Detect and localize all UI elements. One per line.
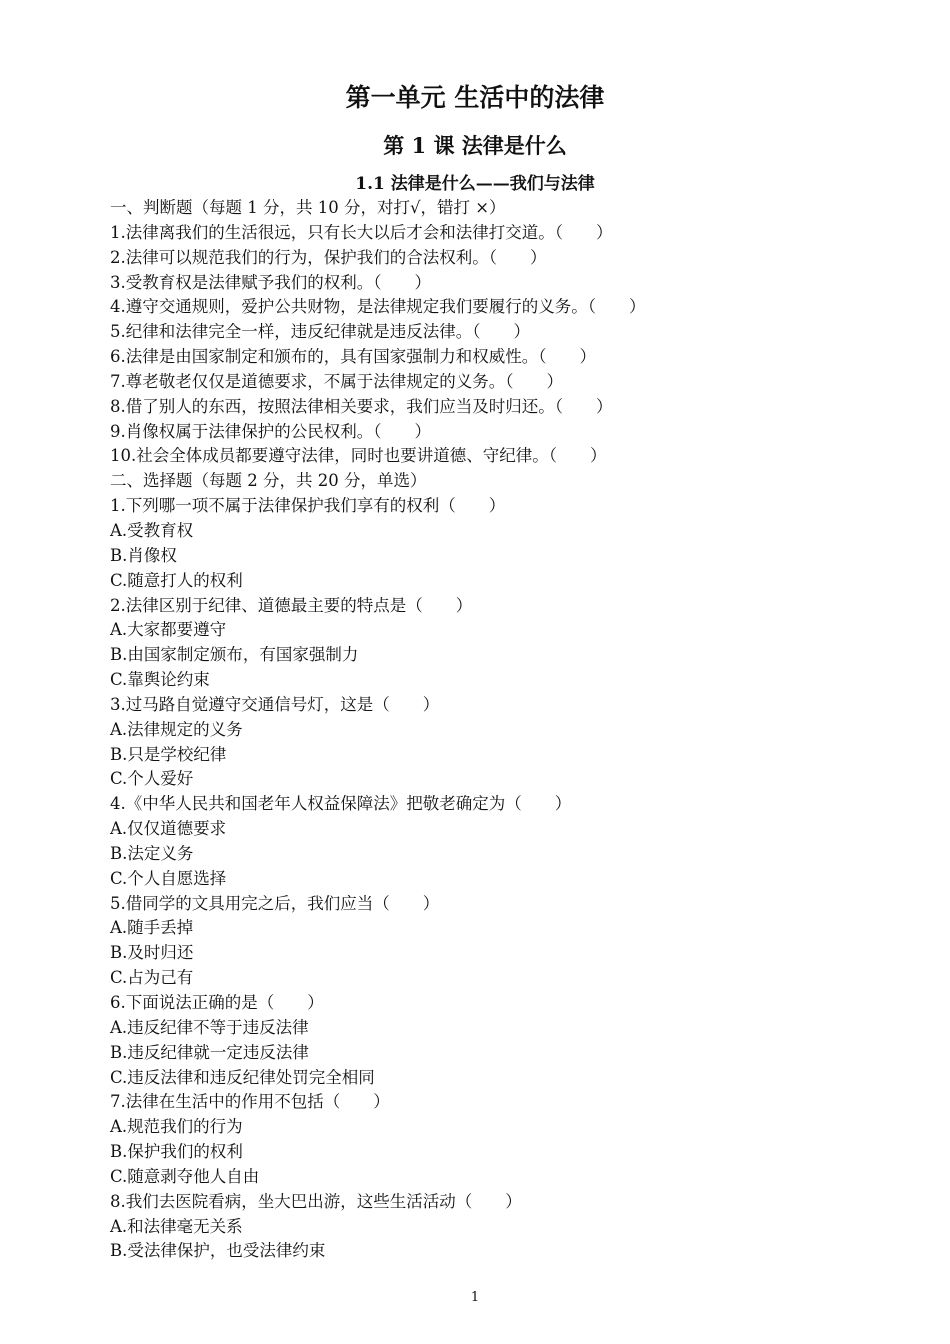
judgement-item: 6.法律是由国家制定和颁布的，具有国家强制力和权威性。（ ）	[110, 347, 596, 367]
choice-option: C.个人自愿选择	[110, 868, 227, 888]
choice-question: 5.借同学的文具用完之后，我们应当（ ）	[110, 893, 440, 913]
choice-question: 6.下面说法正确的是（ ）	[110, 993, 324, 1012]
choice-option: A.随手丢掉	[110, 918, 194, 938]
choice-option: C.随意剥夺他人自由	[110, 1166, 260, 1186]
choice-option: A.违反纪律不等于违反法律	[110, 1017, 309, 1037]
choice-option: B.及时归还	[110, 943, 194, 963]
question-body	[110, 196, 910, 1264]
choice-question: 3.过马路自觉遵守交通信号灯，这是（ ）	[110, 694, 440, 714]
page-number: 1	[470, 1290, 480, 1305]
judgement-item: 8.借了别人的东西，按照法律相关要求，我们应当及时归还。（ ）	[110, 396, 613, 416]
choice-option: C.靠舆论约束	[110, 670, 210, 690]
choice-option: A.仅仅道德要求	[110, 819, 227, 839]
choice-question: 4.《中华人民共和国老年人权益保障法》把敬老确定为（ ）	[110, 794, 572, 814]
judgement-item: 9.肖像权属于法律保护的公民权利。（ ）	[110, 421, 431, 441]
choice-question: 1.下列哪一项不属于法律保护我们享有的权利（ ）	[110, 496, 506, 516]
choice-question: 8.我们去医院看病，坐大巴出游，这些生活活动（ ）	[110, 1191, 522, 1211]
choice-question: 2.法律区别于纪律、道德最主要的特点是（ ）	[110, 595, 473, 615]
judgement-item: 5.纪律和法律完全一样，违反纪律就是违反法律。（ ）	[110, 322, 530, 342]
choice-option: A.规范我们的行为	[110, 1117, 243, 1137]
judgement-item: 3.受教育权是法律赋予我们的权利。（ ）	[110, 272, 431, 292]
judgement-item: 4.遵守交通规则，爱护公共财物，是法律规定我们要履行的义务。（ ）	[110, 297, 646, 317]
choice-option: B.只是学校纪律	[110, 744, 227, 764]
judgement-item: 2.法律可以规范我们的行为，保护我们的合法权利。（ ）	[110, 247, 547, 267]
choice-question: 7.法律在生活中的作用不包括（ ）	[110, 1092, 390, 1112]
choice-option: B.法定义务	[110, 843, 194, 863]
choice-option: C.占为己有	[110, 968, 194, 988]
choice-option: C.个人爱好	[110, 769, 194, 789]
section-title: 1.1 法律是什么——我们与法律	[355, 174, 595, 194]
judgement-item: 7.尊老敬老仅仅是道德要求，不属于法律规定的义务。（ ）	[110, 371, 563, 391]
choice-option: B.肖像权	[110, 545, 177, 565]
choice-option: A.大家都要遵守	[110, 620, 227, 640]
choice-option: B.保护我们的权利	[110, 1142, 243, 1162]
choice-option: B.违反纪律就一定违反法律	[110, 1042, 309, 1062]
judgement-item: 1.法律离我们的生活很远，只有长大以后才会和法律打交道。（ ）	[110, 222, 613, 242]
choice-heading: 二、选择题（每题 2 分，共 20 分，单选）	[110, 471, 427, 491]
choice-option: A.受教育权	[110, 520, 194, 540]
choice-option: A.和法律毫无关系	[110, 1216, 243, 1236]
unit-title: 第一单元 生活中的法律	[345, 83, 605, 112]
choice-option: C.违反法律和违反纪律处罚完全相同	[110, 1067, 375, 1087]
choice-option: B.受法律保护，也受法律约束	[110, 1241, 326, 1261]
choice-option: A.法律规定的义务	[110, 719, 243, 739]
judgement-heading: 一、判断题（每题 1 分，共 10 分，对打√，错打 ×）	[110, 198, 506, 217]
judgement-item: 10.社会全体成员都要遵守法律，同时也要讲道德、守纪律。（ ）	[110, 446, 607, 466]
choice-option: B.由国家制定颁布，有国家强制力	[110, 645, 359, 665]
choice-option: C.随意打人的权利	[110, 570, 243, 590]
lesson-title: 第 1 课 法律是什么	[383, 133, 567, 158]
